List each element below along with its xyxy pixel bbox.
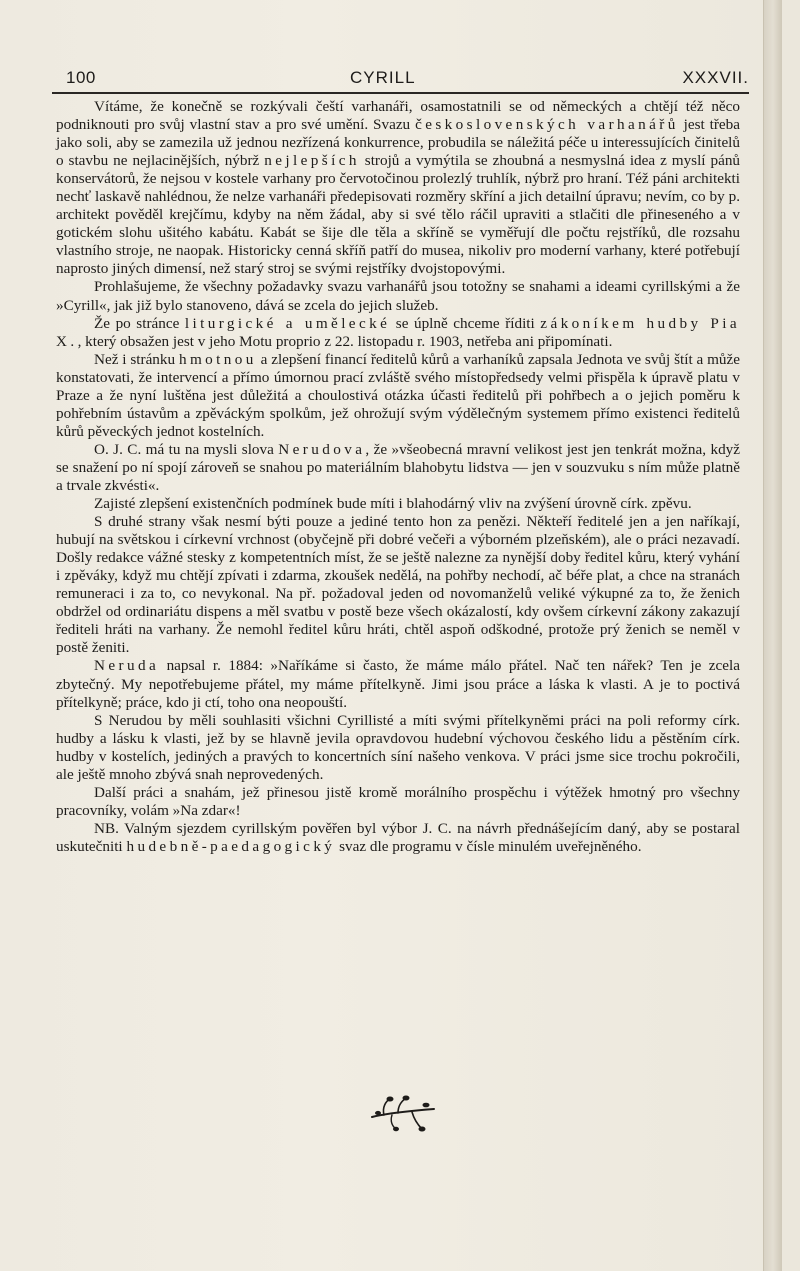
journal-title: CYRILL: [350, 68, 416, 87]
paragraph: [56, 98, 740, 278]
paragraph: [56, 351, 740, 441]
spaced-emphasis: hmotnou: [178, 350, 257, 368]
paragraph-text: , který obsažen jest v jeho Motu proprio z 22. listopadu r. 1903, netřeba ani připomínati.: [77, 332, 613, 350]
paragraph: [56, 784, 740, 820]
paragraph-text: Prohlašujeme, že všechny požadavky svazu varhanářů jsou totožny se snahami a ideami cyrillskými a že »Cyrill«, jak již bylo stanoveno, dává se zcela do jejich služeb.: [56, 278, 740, 314]
paragraph: [56, 441, 740, 495]
paragraph: [56, 315, 740, 351]
paragraph-text: napsal r. 1884: »Naříkáme si často, že máme málo přátel. Nač ten nářek? Ten je zcela zbytečný. My nepotřebujeme přátel, my máme přítelkyně. Jimi jsou práce a láska k vlasti. A je to poctivá přítelkyně; práce, kdo ji ctí, toho ona neopouští.: [56, 657, 740, 711]
spaced-emphasis: Nerudova: [278, 440, 366, 458]
header-rule: [52, 92, 749, 94]
paragraph-text: O. J. C. má tu na mysli slova: [94, 440, 279, 458]
paragraph-text: S druhé strany však nesmí býti pouze a jediné tento hon za penězi. Někteří ředitelé jen a jen naříkají, hubují na světskou i církevní vrchnost (obyčejně při dobré večeři a výborném plzeňském), ale o práci nezavadí. Došly redakce vážné stesky z kompetentních míst, že se ještě nalezne za nynější doby ředitel kůru, který vyhání i zpěváky, když mu chtějí zpívati i zdarma, zkoušek nedělá, na pohřby nechodí, ač béře plat, a chce na stranách remuneraci i za to, co nevykonal. Na př. požadoval jeden od novomanželů veliké výkupné za to, že ženich obdržel od ordinariátu dispens a měl svatbu v postě beze všech okázalostí, kdy ovšem církevní zákony zakazují řediteli hráti na varhany. Že nemohl ředitel kůru hráti, chtěl aspoň odškodné, protože prý ženich se neměl v postě ženiti.: [56, 513, 740, 657]
paragraph-text: Zajisté zlepšení existenčních podmínek bude míti i blahodárný vliv na zvýšení úrovně círk. zpěvu.: [94, 495, 692, 513]
paragraph-text: Další práci a snahám, jež přinesou jistě kromě morálního prospěchu i výtěžek hmotný pro všechny pracovníky, volám »Na zdar«!: [56, 783, 740, 819]
paragraph-text: strojů a vymýtila se zhoubná a nesmyslná idea z myslí pánů konservátorů, že nejsou v kostele varhany pro červotočinou prolezlý truhlík, nýbrž pro hraní. Též páni architekti nechť laskavě nahlédnou, že nelze varhanáři předepisovati rozměry skříní a jich detailní úpravu; nevím, co by p. architekt pověděl krejčímu, kdyby na něm žádal, aby si své tělo ráčil upraviti a stlačiti dle přineseného a v gotickém slohu ušitého kabátu. Kabát se šije dle těla a skříně se vyměřují dle počtu rejstříků, dle rozsahu vlastního stroje, ne naopak. Historicky cenná skříň patří do musea, nikoliv pro moderní varhany, které potřebují naprosto jiných dimensí, než starý stroj se svými rejstříky dvojstopovými.: [56, 152, 741, 278]
spaced-emphasis: nejlepších: [264, 152, 360, 170]
paragraph: [56, 712, 740, 784]
paragraph: [56, 657, 740, 711]
paragraph-text: Vítáme, že konečně se rozkývali čeští varhanáři, osamostatnili se od německých a chtějí též něco podniknouti pro svůj vlastní stav a pro své umění. Svazu: [56, 98, 740, 134]
paragraph-text: svaz dle programu v čísle minulém uveřejněného.: [335, 837, 642, 855]
paragraph-text: se úplně chceme říditi: [390, 314, 541, 332]
article-body: [56, 98, 740, 856]
paragraph: [56, 820, 740, 856]
paragraph: [56, 278, 740, 314]
paragraph-text: S Nerudou by měli souhlasiti všichni Cyrillisté a míti svými přítelkyněmi práci na poli reformy círk. hudby a lásku k vlasti, jež by se hlavně jevila opravdovou hudební výchovou českého lidu a pěstěním círk. hudby v kostelích, jediných a pravých to koncertních síní našeho venkova. V práci jsme sice trochu pokročili, ale ještě mnoho zbývá snah neprovedených.: [56, 711, 740, 783]
running-header: [64, 64, 749, 92]
paragraph-text: a zlepšení financí ředitelů kůrů a varhaníků zapsala Jednota ve svůj štít a může konstatovati, že intervencí a přímo úmornou prací zvláště svého místopředsedy velmi přispěla k úpravě platu v Praze a že nyní luštěna jest důležitá a choulostivá otázka účasti ředitelů při pohřbech a o jejich poměru k pohřebním ústavům a zpěváckým spolkům, jež ohrožují svým výdělečným systemem přímo existenci ředitelů kůrů pěveckých jednot kostelních.: [56, 350, 740, 440]
paragraph-text: NB. Valným sjezdem cyrillským pověřen byl výbor J. C. na návrh přednášejícím daný, aby se postaral uskutečniti: [56, 819, 740, 855]
page-edge: [763, 0, 782, 1271]
volume-number: XXXVII.: [682, 68, 749, 87]
paragraph: [56, 495, 740, 513]
paragraph-text: Že po stránce: [94, 314, 185, 332]
paragraph-text: , že »všeobecná mravní velikost jest jen tenkrát možna, když se snažení po ní spojí zároveň se snahou po materiálním blahobytu lidstva — jen v souzvuku s ním může platně a trvale zkvésti«.: [56, 440, 740, 494]
spaced-emphasis: zákoníkem hudby Pia X.: [56, 314, 741, 350]
spaced-emphasis: hudebně-paedagogický: [126, 837, 336, 855]
paragraph-text: jest třeba jako soli, aby se zamezila už jednou nezřízená konkurrence, probudila se náležitá péče u interessujících činitelů o stavbu ne nejlacinějších, nýbrž: [56, 116, 740, 170]
spaced-emphasis: liturgické a umělecké: [184, 314, 391, 332]
spaced-emphasis: Neruda: [94, 657, 160, 675]
paragraph-text: Než i stránku: [94, 350, 179, 368]
page-number: 100: [66, 68, 96, 87]
floral-ornament: [368, 1093, 438, 1133]
paragraph: [56, 513, 740, 657]
spaced-emphasis: československých varhanářů: [415, 116, 679, 134]
